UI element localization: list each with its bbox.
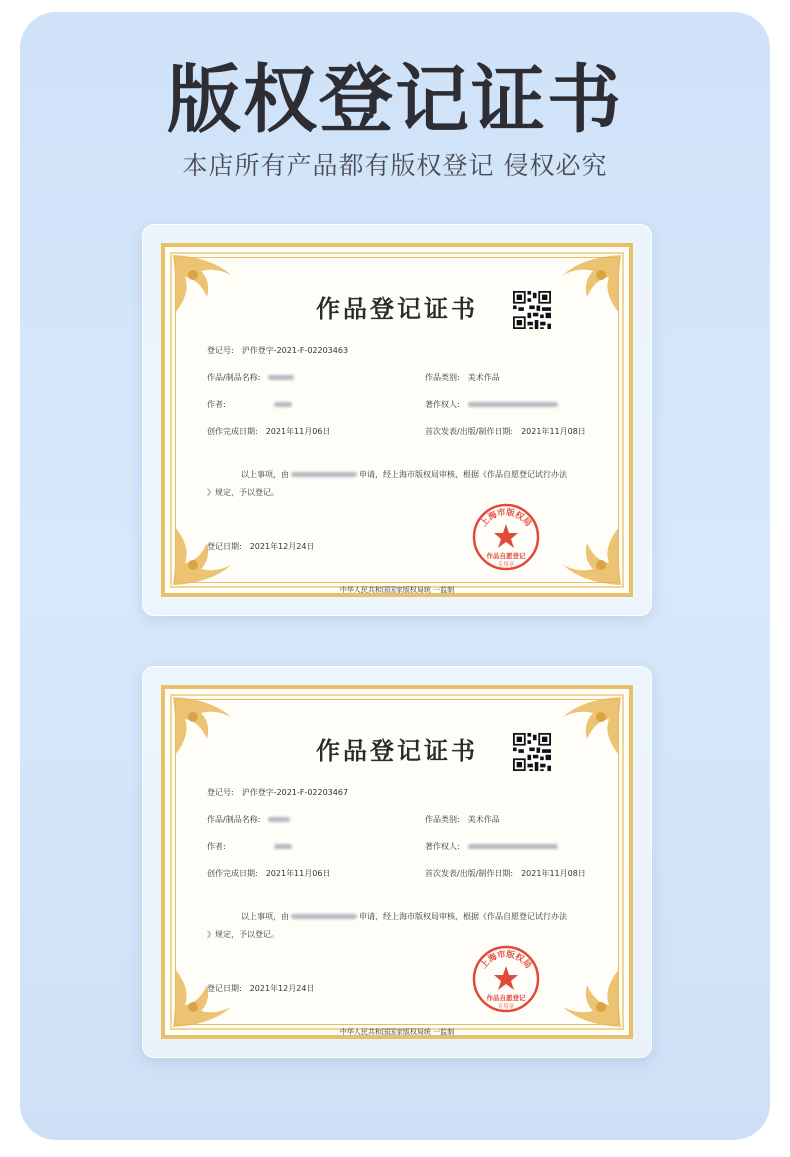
certificate-card-2 xyxy=(142,666,652,1058)
ornament-corner-icon xyxy=(553,959,623,1029)
redacted-text xyxy=(468,844,558,849)
published-row: 首次发表/出版/制作日期: 2021年11月08日 xyxy=(425,869,586,878)
page-subtitle: 本店所有产品都有版权登记 侵权必究 xyxy=(182,151,608,180)
ornament-corner-icon xyxy=(171,959,241,1029)
svg-text:上海市版权局: 上海市版权局 xyxy=(479,949,533,971)
work-name-row: 作品/制品名称: xyxy=(207,372,294,383)
reg-no-row: 登记号: 沪作登字-2021-F-02203467 xyxy=(207,788,349,797)
work-type-row: 作品类别: 美术作品 xyxy=(425,815,500,824)
qr-code-icon xyxy=(513,291,551,329)
svg-text:专用章: 专用章 xyxy=(497,1004,515,1010)
redacted-text xyxy=(268,375,294,380)
certificate xyxy=(161,685,633,1039)
svg-text:作品自愿登记: 作品自愿登记 xyxy=(486,994,526,1002)
ornament-corner-icon xyxy=(553,517,623,587)
body-line-1: 以上事项，由 申请，经上海市版权局审核，根据《作品自愿登记试行办法 xyxy=(241,912,567,921)
svg-text:专用章: 专用章 xyxy=(497,562,515,568)
redacted-text xyxy=(291,914,357,919)
certificate-footer: 中华人民共和国国家版权局统 一监制 xyxy=(339,1028,455,1036)
redacted-text xyxy=(468,402,558,407)
work-name-row: 作品/制品名称: xyxy=(207,814,290,825)
svg-text:上海市版权局: 上海市版权局 xyxy=(479,507,533,529)
reg-date-row: 登记日期: 2021年12月24日 xyxy=(207,542,315,551)
certificate-footer: 中华人民共和国国家版权局统 一监制 xyxy=(339,586,455,594)
redacted-text xyxy=(291,472,357,477)
official-seal-icon xyxy=(471,944,541,1014)
certificate-title: 作品登记证书 xyxy=(316,736,478,765)
official-seal-icon xyxy=(471,502,541,572)
ornament-corner-icon xyxy=(171,517,241,587)
certificate xyxy=(161,243,633,597)
reg-date-row: 登记日期: 2021年12月24日 xyxy=(207,984,315,993)
svg-text:作品自愿登记: 作品自愿登记 xyxy=(486,552,526,560)
reg-no-row: 登记号: 沪作登字-2021-F-02203463 xyxy=(207,346,349,355)
page-title: 版权登记证书 xyxy=(167,57,623,143)
author-row: 作者: xyxy=(207,841,292,852)
redacted-text xyxy=(274,844,292,849)
created-row: 创作完成日期: 2021年11月06日 xyxy=(207,427,331,436)
certificate-title: 作品登记证书 xyxy=(316,294,478,323)
qr-code-icon xyxy=(513,733,551,771)
owner-row: 著作权人: xyxy=(425,399,558,410)
body-line-2: 》规定，予以登记。 xyxy=(207,488,279,497)
body-line-1: 以上事项，由 申请，经上海市版权局审核，根据《作品自愿登记试行办法 xyxy=(241,470,567,479)
created-row: 创作完成日期: 2021年11月06日 xyxy=(207,869,331,878)
author-row: 作者: xyxy=(207,399,292,410)
published-row: 首次发表/出版/制作日期: 2021年11月08日 xyxy=(425,427,586,436)
certificate-card-1 xyxy=(142,224,652,616)
redacted-text xyxy=(268,817,290,822)
owner-row: 著作权人: xyxy=(425,841,558,852)
body-line-2: 》规定，予以登记。 xyxy=(207,930,279,939)
work-type-row: 作品类别: 美术作品 xyxy=(425,373,500,382)
redacted-text xyxy=(274,402,292,407)
